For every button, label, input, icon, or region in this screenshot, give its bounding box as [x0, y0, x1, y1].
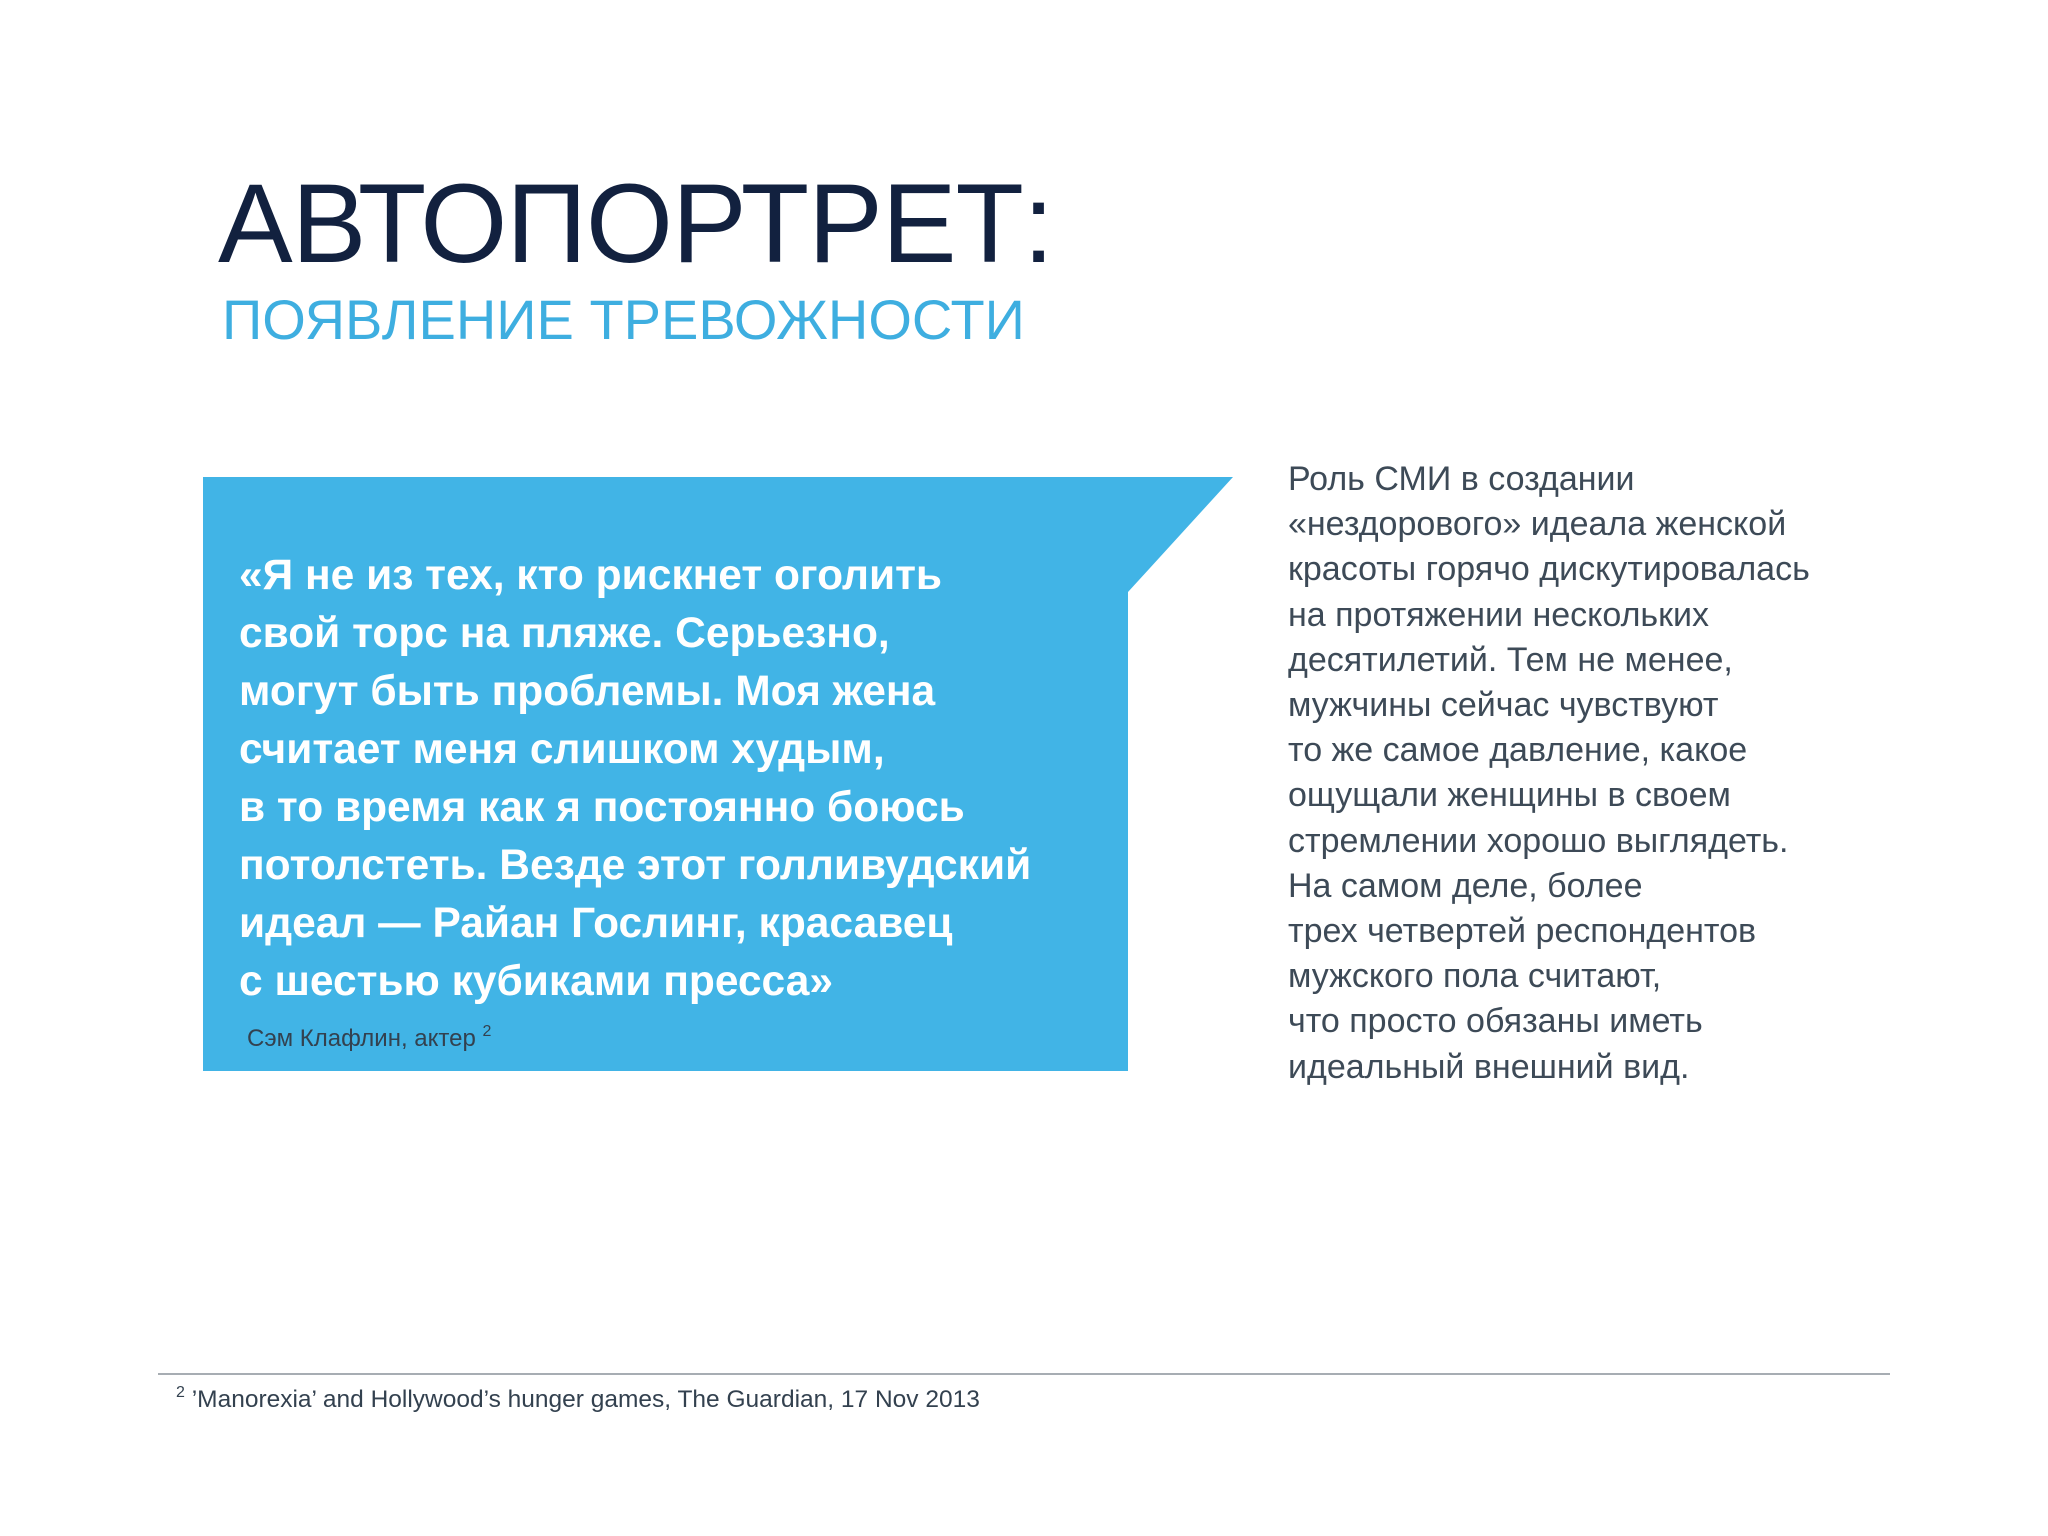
- quote-line: идеал — Райан Гослинг, красавец: [239, 900, 953, 947]
- body-line: мужчины сейчас чувствуют: [1288, 686, 1719, 725]
- body-line: «нездорового» идеала женской: [1288, 505, 1787, 544]
- slide-title: АВТОПОРТРЕТ:: [218, 161, 1054, 286]
- footnote-reference: 2: [482, 1023, 492, 1040]
- body-line: стремлении хорошо выглядеть.: [1288, 821, 1789, 860]
- quote-line: потолстеть. Везде этот голливудский: [239, 842, 1032, 889]
- quote-line: «Я не из тех, кто рискнет оголить: [239, 552, 943, 599]
- quote-line: в то время как я постоянно боюсь: [239, 784, 965, 831]
- body-line: ощущали женщины в своем: [1288, 776, 1731, 815]
- quote-line: могут быть проблемы. Моя жена: [239, 668, 936, 715]
- quote-author-name: Сэм Клафлин, актер: [247, 1025, 476, 1052]
- quote-callout: [203, 477, 1233, 1071]
- body-line: Роль СМИ в создании: [1288, 460, 1635, 498]
- slide-subtitle: ПОЯВЛЕНИЕ ТРЕВОЖНОСТИ: [222, 288, 1025, 351]
- footnote-text: ’Manorexia’ and Hollywood’s hunger games, The Guardian, 17 Nov 2013: [191, 1386, 980, 1413]
- body-line: красоты горячо дискутировалась: [1288, 550, 1810, 589]
- body-line: трех четвертей респондентов: [1288, 912, 1757, 951]
- quote-author: [247, 1024, 491, 1054]
- quote-line: свой торс на пляже. Серьезно,: [239, 610, 890, 657]
- body-line: мужского пола считают,: [1288, 957, 1662, 996]
- footnote: [176, 1384, 980, 1416]
- body-line: то же самое давление, какое: [1288, 731, 1748, 770]
- footer-divider: [158, 1373, 1890, 1375]
- body-line: что просто обязаны иметь: [1288, 1002, 1703, 1041]
- body-paragraph: [1288, 457, 1928, 1090]
- body-line: на протяжении нескольких: [1288, 595, 1709, 634]
- quote-line: считает меня слишком худым,: [239, 726, 885, 773]
- quote-line: с шестью кубиками пресса»: [239, 958, 833, 1005]
- body-line: десятилетий. Тем не менее,: [1288, 640, 1733, 679]
- quote-text: [239, 547, 1139, 1011]
- footnote-number: 2: [176, 1384, 185, 1401]
- body-line: На самом деле, более: [1288, 866, 1643, 905]
- body-line: идеальный внешний вид.: [1288, 1047, 1690, 1086]
